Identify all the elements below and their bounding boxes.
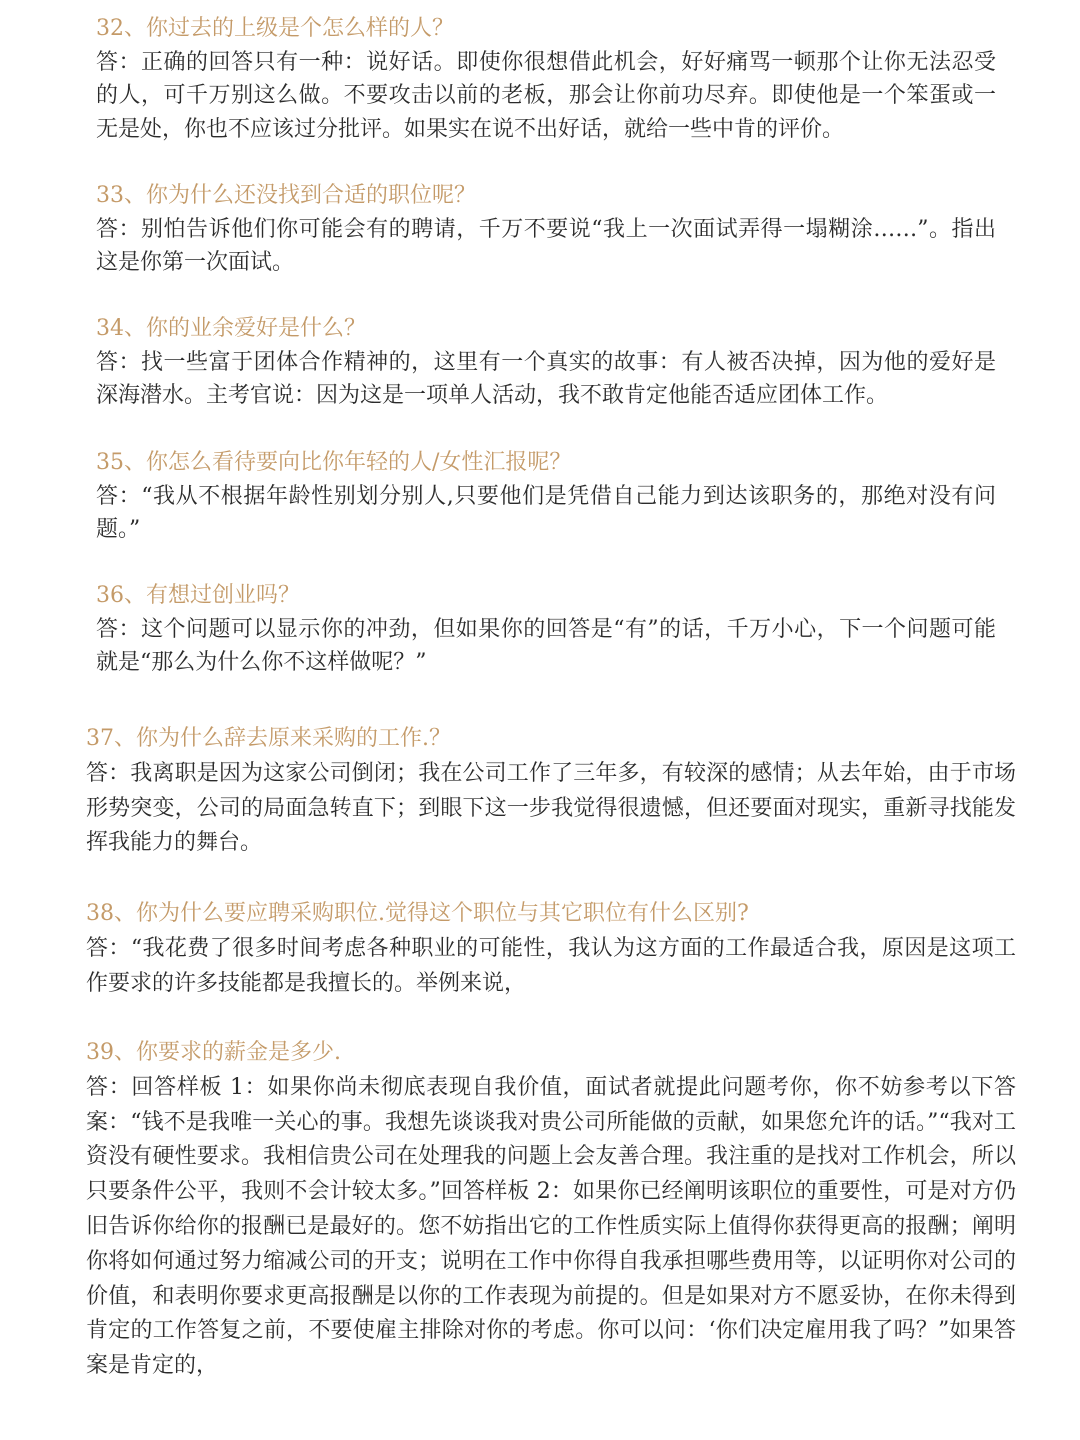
qa-item-33 [96,179,996,280]
question-heading: 32、你过去的上级是个怎么样的人？ [96,16,454,41]
qa-item-36 [96,579,996,680]
qa-item-35 [96,446,996,547]
answer-paragraph: 答：别怕告诉他们你可能会有的聘请，千万不要说“我上一次面试弄得一塌糊涂……”。指出这是你第一次面试。 [96,216,996,275]
qa-item-39 [86,1036,1016,1384]
question-heading: 33、你为什么还没找到合适的职位呢？ [96,183,476,208]
answer-paragraph: 答：回答样板 1：如果你尚未彻底表现自我价值，面试者就提此问题考你，你不妨参考以下答案：“钱不是我唯一关心的事。我想先谈谈我对贵公司所能做的贡献，如果您允许的话。”“我对工资没有硬性要求。我相信贵公司在处理我的问题上会友善合理。我注重的是找对工作机会，所以只要条件公平，我则不会计较太多。”回答样板 2：如果你已经阐明该职位的重要性，可是对方仍旧告诉你给你的报酬已是最好的。您不妨指出它的工作性质实际上值得你获得更高的报酬；阐明你将如何通过努力缩减公司的开支；说明在工作中你得自我承担哪些费用等，以证明你对公司的价值，和表明你要求更高报酬是以你的工作表现为前提的。但是如果对方不愿妥协，在你未得到肯定的工作答复之前，不要使雇主排除对你的考虑。你可以问：‘你们决定雇用我了吗？”如果答案是肯定的， [86,1074,1016,1379]
question-heading: 39、你要求的薪金是多少. [86,1040,341,1065]
answer-paragraph: 答：“我花费了很多时间考虑各种职业的可能性，我认为这方面的工作最适合我，原因是这项工作要求的许多技能都是我擅长的。举例来说， [86,935,1016,996]
qa-item-32 [96,12,996,146]
qa-item-37 [86,722,1016,861]
answer-paragraph: 答：我离职是因为这家公司倒闭；我在公司工作了三年多，有较深的感情；从去年始，由于市场形势突变，公司的局面急转直下；到眼下这一步我觉得很遗憾，但还要面对现实，重新寻找能发挥我能力的舞台。 [86,760,1016,856]
qa-item-38 [86,897,1016,1001]
qa-item-34 [96,312,996,413]
question-heading: 38、你为什么要应聘采购职位.觉得这个职位与其它职位有什么区别? [86,901,749,926]
answer-paragraph: 答：这个问题可以显示你的冲劲，但如果你的回答是“有”的话，千万小心，下一个问题可能就是“那么为什么你不这样做呢？” [96,616,996,675]
answer-paragraph: 答：正确的回答只有一种：说好话。即使你很想借此机会，好好痛骂一顿那个让你无法忍受的人，可千万别这么做。不要攻击以前的老板，那会让你前功尽弃。即使他是一个笨蛋或一无是处，你也不应该过分批评。如果实在说不出好话，就给一些中肯的评价。 [96,49,996,142]
question-heading: 35、你怎么看待要向比你年轻的人/女性汇报呢？ [96,450,572,475]
question-heading: 34、你的业余爱好是什么？ [96,316,366,341]
answer-paragraph: 答：“我从不根据年龄性别划分别人,只要他们是凭借自己能力到达该职务的，那绝对没有问题。” [96,483,996,542]
question-heading: 36、有想过创业吗？ [96,583,300,608]
question-heading: 37、你为什么辞去原来采购的工作.？ [86,726,451,751]
answer-paragraph: 答：找一些富于团体合作精神的，这里有一个真实的故事：有人被否决掉，因为他的爱好是深海潜水。主考官说：因为这是一项单人活动，我不敢肯定他能否适应团体工作。 [96,349,996,408]
